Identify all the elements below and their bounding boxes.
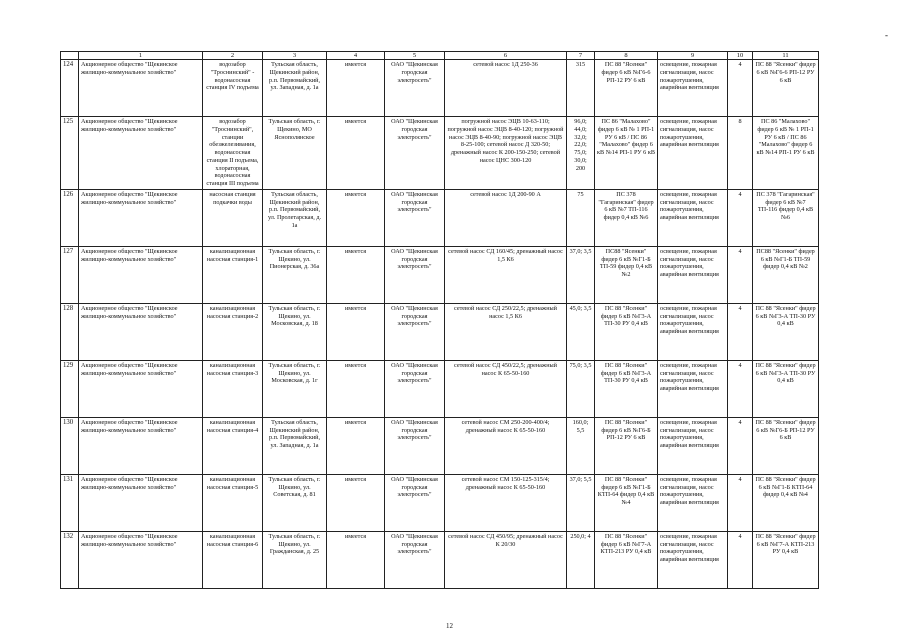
header-cell: 3 bbox=[263, 52, 327, 60]
equipment-cell: сетевой насос СМ 250-200-400/4; дренажный насос К 65-50-160 bbox=[445, 417, 567, 474]
table-row bbox=[61, 417, 819, 474]
object-cell: канализационная насосная станция-1 bbox=[203, 246, 263, 303]
source-cell: ПС 378 "Гагаринская" фидер 6 кВ №7 ТП-116 фидер 0,4 кВ №6 bbox=[753, 189, 819, 246]
feeder-cell: ПС88 "Ясенки" фидер 6 кВ №Г1-Б ТП-59 фидер 0,4 кВ №2 bbox=[595, 246, 658, 303]
row-number-cell: 130 bbox=[61, 417, 79, 474]
status-cell: имеется bbox=[327, 117, 385, 190]
power-cell: 315 bbox=[567, 60, 595, 117]
address-cell: Тульская область, г. Щекино, МО Яснополянское bbox=[263, 117, 327, 190]
organization-cell: Акционерное общество "Щекинское жилищно-коммунальное хозяйство" bbox=[79, 360, 203, 417]
header-cell: 8 bbox=[595, 52, 658, 60]
consumers-cell: освещение, пожарная сигнализация, насос пожаротушения, аварийная вентиляция bbox=[658, 303, 728, 360]
source-cell: ПС 88 "Ясенки" фидер 6 кВ №Г6-6 РП-12 РУ 6 кВ bbox=[753, 60, 819, 117]
status-cell: имеется bbox=[327, 60, 385, 117]
object-cell: канализационная насосная станция-2 bbox=[203, 303, 263, 360]
source-cell: ПС 88 "Ясенки" фидер 6 кВ №Г1-Б КТП-64 фидер 0,4 кВ №4 bbox=[753, 474, 819, 531]
address-cell: Тульская область, Щекинский район, р.п. Первомайский, ул. Западная, д. 1а bbox=[263, 417, 327, 474]
feeder-cell: ПС 88 "Ясенки" фидер 6 кВ №Г3-А ТП-30 РУ 0,4 кВ bbox=[595, 303, 658, 360]
header-cell: 7 bbox=[567, 52, 595, 60]
column-number-header bbox=[61, 52, 819, 60]
header-cell: 5 bbox=[385, 52, 445, 60]
power-cell: 160,0; 5,5 bbox=[567, 417, 595, 474]
address-cell: Тульская область, г. Щекино, ул. Советская, д. 81 bbox=[263, 474, 327, 531]
feeder-cell: ПС 88 "Ясенки" фидер 6 кВ №Г6-6 РП-12 РУ 6 кВ bbox=[595, 60, 658, 117]
supplier-cell: ОАО "Щекинская городская электросеть" bbox=[385, 60, 445, 117]
row-number-cell: 124 bbox=[61, 60, 79, 117]
organization-cell: Акционерное общество "Щекинское жилищно-коммунальное хозяйство" bbox=[79, 417, 203, 474]
organization-cell: Акционерное общество "Щекинское жилищно-коммунальное хозяйство" bbox=[79, 60, 203, 117]
power-cell: 75,0; 3,5 bbox=[567, 360, 595, 417]
consumers-cell: освещение, пожарная сигнализация, насос пожаротушения, аварийная вентиляция bbox=[658, 189, 728, 246]
row-number-cell: 131 bbox=[61, 474, 79, 531]
category-cell: 4 bbox=[728, 531, 753, 588]
feeder-cell: ПС 88 "Ясенки" фидер 6 кВ №Г3-А ТП-30 РУ 0,4 кВ bbox=[595, 360, 658, 417]
organization-cell: Акционерное общество "Щекинское жилищно-коммунальное хозяйство" bbox=[79, 189, 203, 246]
status-cell: имеется bbox=[327, 531, 385, 588]
table-row bbox=[61, 117, 819, 190]
consumers-cell: освещение, пожарная сигнализация, насос пожаротушения, аварийная вентиляция bbox=[658, 531, 728, 588]
status-cell: имеется bbox=[327, 189, 385, 246]
status-cell: имеется bbox=[327, 474, 385, 531]
supplier-cell: ОАО "Щекинская городская электросеть" bbox=[385, 303, 445, 360]
power-cell: 250,0; 4 bbox=[567, 531, 595, 588]
source-cell: ПС88 "Ясенки" фидер 6 кВ №Г1-Б ТП-59 фидер 0,4 кВ №2 bbox=[753, 246, 819, 303]
equipment-cell: сетевой насос СД 450/95; дренажный насос К 20/30 bbox=[445, 531, 567, 588]
header-cell: 4 bbox=[327, 52, 385, 60]
supplier-cell: ОАО "Щекинская городская электросеть" bbox=[385, 531, 445, 588]
power-cell: 96,0; 44,0; 32,0; 22,0; 75,0; 30,0; 200 bbox=[567, 117, 595, 190]
header-cell: 9 bbox=[658, 52, 728, 60]
object-cell: канализационная насосная станция-6 bbox=[203, 531, 263, 588]
object-cell: водозабор "Троснинский" - водонасосная станция IV подъема bbox=[203, 60, 263, 117]
organization-cell: Акционерное общество "Щекинское жилищно-коммунальное хозяйство" bbox=[79, 117, 203, 190]
object-cell: насосная станция подкачки воды bbox=[203, 189, 263, 246]
header-cell: 1 bbox=[79, 52, 203, 60]
table-row bbox=[61, 360, 819, 417]
supplier-cell: ОАО "Щекинская городская электросеть" bbox=[385, 417, 445, 474]
equipment-cell: сетевой насос СМ 150-125-315/4; дренажный насос К 65-50-160 bbox=[445, 474, 567, 531]
page-number: 12 bbox=[446, 622, 453, 630]
supplier-cell: ОАО "Щекинская городская электросеть" bbox=[385, 360, 445, 417]
address-cell: Тульская область, Щекинский район, р.п. Первомайский, ул. Пролетарская, д. 1а bbox=[263, 189, 327, 246]
header-cell: 6 bbox=[445, 52, 567, 60]
supplier-cell: ОАО "Щекинская городская электросеть" bbox=[385, 117, 445, 190]
category-cell: 4 bbox=[728, 189, 753, 246]
address-cell: Тульская область, г. Щекино, ул. Гражданская, д. 25 bbox=[263, 531, 327, 588]
category-cell: 4 bbox=[728, 60, 753, 117]
supplier-cell: ОАО "Щекинская городская электросеть" bbox=[385, 189, 445, 246]
status-cell: имеется bbox=[327, 417, 385, 474]
source-cell: ПС 86 "Малахово" фидер 6 кВ № 1 РП-1 РУ 6 кВ / ПС 86 "Малахово" фидер 6 кВ №14 РП-1 РУ 6 кВ bbox=[753, 117, 819, 190]
row-number-cell: 128 bbox=[61, 303, 79, 360]
row-number-cell: 129 bbox=[61, 360, 79, 417]
source-cell: ПС 88 "Ясенки" фидер 6 кВ №Г3-А ТП-30 РУ 0,4 кВ bbox=[753, 303, 819, 360]
object-cell: канализационная насосная станция-4 bbox=[203, 417, 263, 474]
table-row bbox=[61, 303, 819, 360]
address-cell: Тульская область, г. Щекино, ул. Московская, д. 1г bbox=[263, 360, 327, 417]
header-cell: 11 bbox=[753, 52, 819, 60]
status-cell: имеется bbox=[327, 246, 385, 303]
category-cell: 4 bbox=[728, 360, 753, 417]
supplier-cell: ОАО "Щекинская городская электросеть" bbox=[385, 246, 445, 303]
table-row bbox=[61, 60, 819, 117]
table-row bbox=[61, 531, 819, 588]
equipment-cell: сетевой насос СД 250/22,5; дренажный насос 1,5 К6 bbox=[445, 303, 567, 360]
category-cell: 4 bbox=[728, 246, 753, 303]
organization-cell: Акционерное общество "Щекинское жилищно-коммунальное хозяйство" bbox=[79, 474, 203, 531]
object-cell: канализационная насосная станция-5 bbox=[203, 474, 263, 531]
feeder-cell: ПС 378 "Гагаринская" фидер 6 кВ №7 ТП-116 фидер 0,4 кВ №6 bbox=[595, 189, 658, 246]
source-cell: ПС 88 "Ясенки" фидер 6 кВ №Г7-А КТП-213 РУ 0,4 кВ bbox=[753, 531, 819, 588]
equipment-cell: сетевой насос СД 160/45; дренажный насос 1,5 К6 bbox=[445, 246, 567, 303]
consumers-cell: освещение, пожарная сигнализация, насос пожаротушения, аварийная вентиляция bbox=[658, 246, 728, 303]
object-cell: водозабор "Троснинский", станции обезжелезивания, водонасосная станция II подъема, хлораторная, водонасосная станция III подъема bbox=[203, 117, 263, 190]
feeder-cell: ПС 88 "Ясенки" фидер 6 кВ №Г6-Б РП-12 РУ 6 кВ bbox=[595, 417, 658, 474]
row-number-cell: 132 bbox=[61, 531, 79, 588]
supplier-cell: ОАО "Щекинская городская электросеть" bbox=[385, 474, 445, 531]
source-cell: ПС 88 "Ясенки" фидер 6 кВ №Г3-А ТП-30 РУ 0,4 кВ bbox=[753, 360, 819, 417]
category-cell: 4 bbox=[728, 417, 753, 474]
category-cell: 4 bbox=[728, 303, 753, 360]
organization-cell: Акционерное общество "Щекинское жилищно-коммунальное хозяйство" bbox=[79, 303, 203, 360]
consumers-cell: освещение, пожарная сигнализация, насос пожаротушения, аварийная вентиляция bbox=[658, 474, 728, 531]
category-cell: 8 bbox=[728, 117, 753, 190]
address-cell: Тульская область, г. Щекино, ул. Пионерская, д. 36а bbox=[263, 246, 327, 303]
header-cell: 10 bbox=[728, 52, 753, 60]
table-row bbox=[61, 246, 819, 303]
row-number-cell: 126 bbox=[61, 189, 79, 246]
power-cell: 37,0; 5,5 bbox=[567, 474, 595, 531]
source-cell: ПС 88 "Ясенки" фидер 6 кВ №Г6-Б РП-12 РУ 6 кВ bbox=[753, 417, 819, 474]
power-cell: 45,0; 3,5 bbox=[567, 303, 595, 360]
organization-cell: Акционерное общество "Щекинское жилищно-коммунальное хозяйство" bbox=[79, 246, 203, 303]
organization-cell: Акционерное общество "Щекинское жилищно-коммунальное хозяйство" bbox=[79, 531, 203, 588]
table-row bbox=[61, 474, 819, 531]
consumers-cell: освещение, пожарная сигнализация, насос пожаротушения, аварийная вентиляция bbox=[658, 60, 728, 117]
category-cell: 4 bbox=[728, 474, 753, 531]
power-cell: 37,0; 3,5 bbox=[567, 246, 595, 303]
equipment-cell: погружной насос ЭЦВ 10-63-110; погружной насос ЭЦВ 8-40-120; погружной насос ЭЦВ 8-40-90; погружной насос ЭЦВ 8-25-100; сетевой насос Д 320-50; дренажный насос К 200-150-250; сетевой насос ЦНС 300-120 bbox=[445, 117, 567, 190]
equipment-cell: сетевой насос 1Д 250-36 bbox=[445, 60, 567, 117]
status-cell: имеется bbox=[327, 303, 385, 360]
registry-table bbox=[60, 51, 819, 589]
power-cell: 75 bbox=[567, 189, 595, 246]
equipment-cell: сетевой насос 1Д 200-90 А bbox=[445, 189, 567, 246]
feeder-cell: ПС 88 "Ясенки" фидер 6 кВ №Г1-Б КТП-64 фидер 0,4 кВ №4 bbox=[595, 474, 658, 531]
consumers-cell: освещение, пожарная сигнализация, насос пожаротушения, аварийная вентиляция bbox=[658, 360, 728, 417]
consumers-cell: освещение, пожарная сигнализация, насос пожаротушения, аварийная вентиляция bbox=[658, 117, 728, 190]
consumers-cell: освещение, пожарная сигнализация, насос пожаротушения, аварийная вентиляция bbox=[658, 417, 728, 474]
status-cell: имеется bbox=[327, 360, 385, 417]
address-cell: Тульская область, г. Щекино, ул. Московская, д. 18 bbox=[263, 303, 327, 360]
row-number-cell: 127 bbox=[61, 246, 79, 303]
table-row bbox=[61, 189, 819, 246]
object-cell: канализационная насосная станция-3 bbox=[203, 360, 263, 417]
equipment-cell: сетевой насос СД 450/22,5; дренажный насос К 65-50-160 bbox=[445, 360, 567, 417]
row-number-cell: 125 bbox=[61, 117, 79, 190]
page-top-mark: - bbox=[885, 30, 888, 40]
header-cell-blank bbox=[61, 52, 79, 60]
feeder-cell: ПС 86 "Малахово" фидер 6 кВ № 1 РП-1 РУ 6 кВ / ПС 86 "Малахово" фидер 6 кВ №14 РП-1 РУ 6 кВ bbox=[595, 117, 658, 190]
address-cell: Тульская область, Щекинский район, р.п. Первомайский, ул. Западная, д. 1а bbox=[263, 60, 327, 117]
feeder-cell: ПС 88 "Ясенки" фидер 6 кВ №Г7-А КТП-213 РУ 0,4 кВ bbox=[595, 531, 658, 588]
header-cell: 2 bbox=[203, 52, 263, 60]
